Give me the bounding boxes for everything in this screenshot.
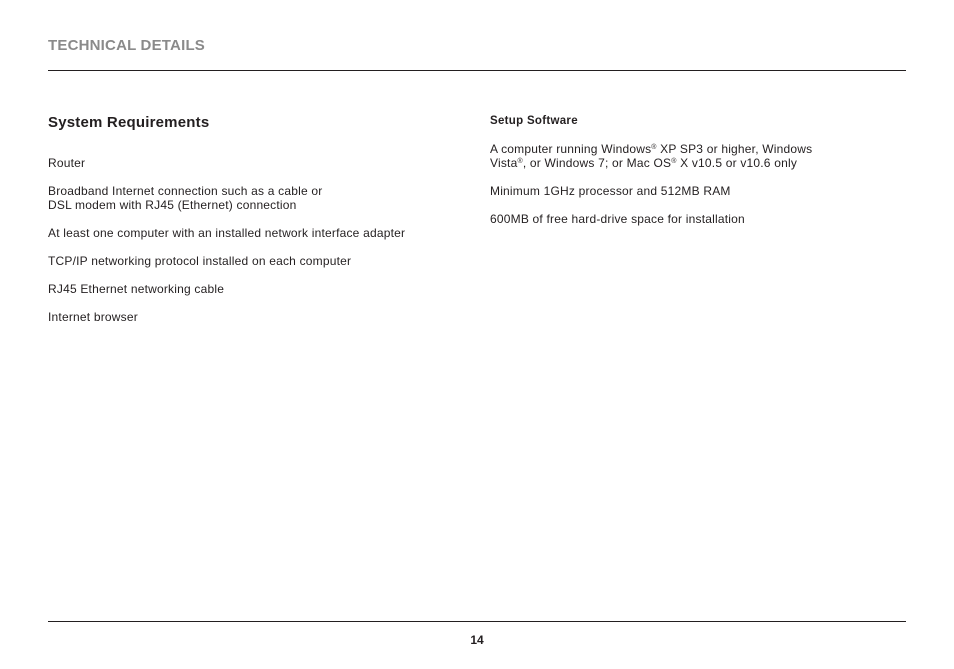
registered-mark: ® (517, 158, 523, 165)
os-text: Vista (490, 156, 518, 170)
system-requirements-heading: System Requirements (48, 114, 210, 131)
setup-software-heading: Setup Software (490, 115, 578, 127)
os-requirement-item (490, 142, 890, 170)
registered-mark: ® (651, 144, 657, 151)
software-requirement-line: Minimum 1GHz processor and 512MB RAM (490, 184, 731, 198)
requirement-item (48, 254, 458, 268)
page-number: 14 (470, 633, 484, 647)
requirement-item (48, 282, 458, 296)
os-text: XP SP3 or higher, Windows (656, 142, 813, 156)
os-text: X v10.5 or v10.6 only (676, 156, 798, 170)
header-divider (48, 70, 906, 71)
requirement-line: Internet browser (48, 310, 138, 324)
setup-software-column (490, 114, 890, 240)
requirement-line: At least one computer with an installed network interface adapter (48, 226, 406, 240)
software-requirement-line: 600MB of free hard-drive space for installation (490, 212, 745, 226)
requirement-item (48, 226, 458, 240)
requirement-line: DSL modem with RJ45 (Ethernet) connection (48, 198, 297, 212)
requirement-line: TCP/IP networking protocol installed on each computer (48, 254, 352, 268)
software-requirement-item (490, 212, 890, 226)
system-requirements-column (48, 114, 458, 338)
requirement-line: Router (48, 156, 86, 170)
requirement-item (48, 310, 458, 324)
requirement-item (48, 184, 458, 212)
footer-divider (48, 621, 906, 622)
os-requirement-line-2 (490, 156, 890, 170)
os-requirement-line-1 (490, 142, 890, 156)
software-requirement-item (490, 184, 890, 198)
registered-mark: ® (671, 158, 677, 165)
requirement-line: Broadband Internet connection such as a cable or (48, 184, 323, 198)
os-text: , or Windows 7; or Mac OS (522, 156, 672, 170)
requirement-item (48, 156, 458, 170)
section-title: TECHNICAL DETAILS (48, 37, 206, 54)
os-text: A computer running Windows (490, 142, 652, 156)
requirement-line: RJ45 Ethernet networking cable (48, 282, 225, 296)
